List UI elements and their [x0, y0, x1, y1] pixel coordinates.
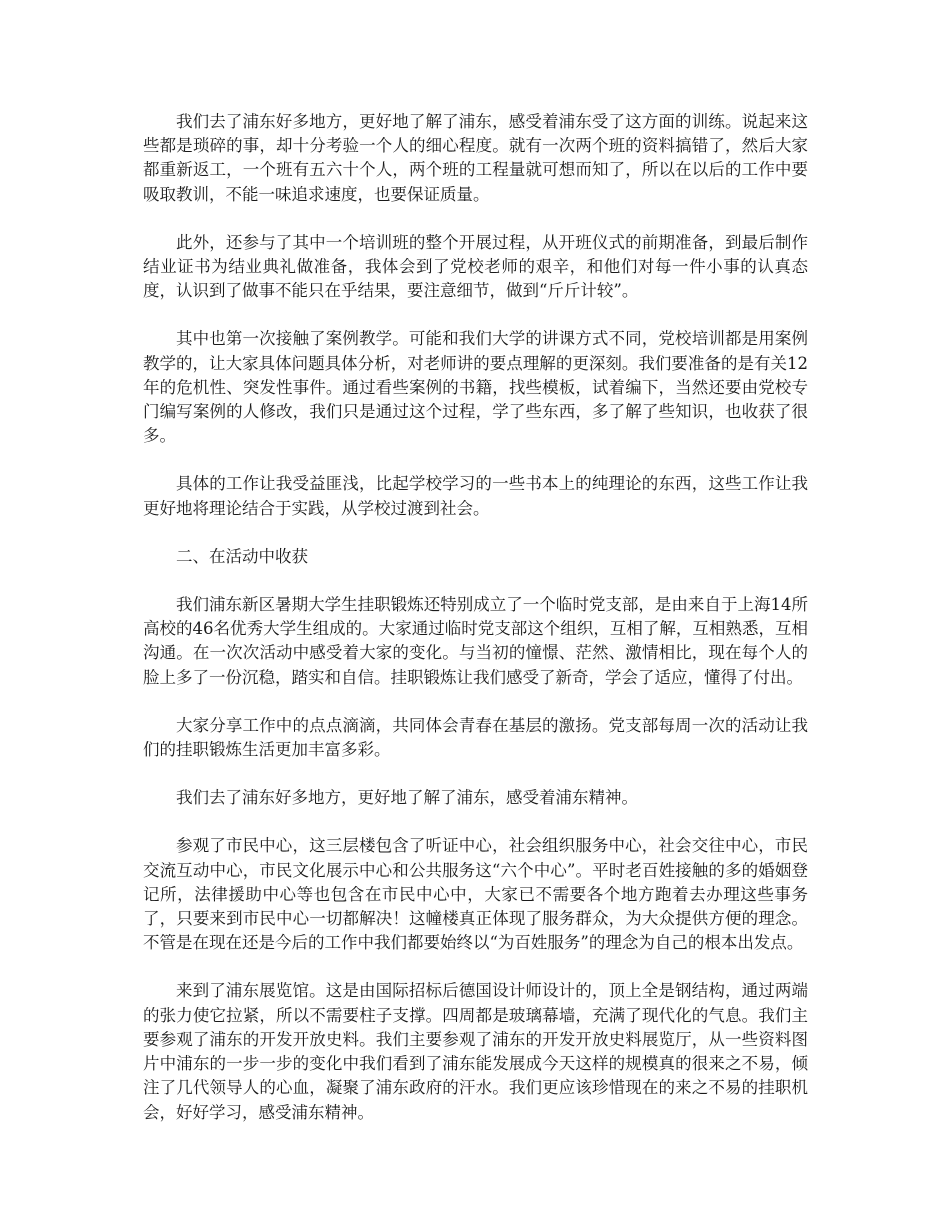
paragraph-3: 其中也第一次接触了案例教学。可能和我们大学的讲课方式不同，党校培训都是用案例教学的，让大家具体问题具体分析，对老师讲的要点理解的更深刻。我们要准备的是有关12年的危机性、突发性事件。通过看些案例的书籍，找些模板，试着编下，当然还要由党校专门编写案例的人修改，我们只是通过这个过程，学了些东西，多了解了些知识，也收获了很多。 — [143, 329, 808, 446]
paragraph-1: 我们去了浦东好多地方，更好地了解了浦东，感受着浦东受了这方面的训练。说起来这些都是琐碎的事，却十分考验一个人的细心程度。就有一次两个班的资料搞错了，然后大家都重新返工，一个班有五六十个人，两个班的工程量就可想而知了，所以在以后的工作中要吸取教训，不能一味追求速度，也要保证质量。 — [143, 112, 808, 204]
section-heading: 二、在活动中收获 — [176, 546, 308, 566]
paragraph-6: 大家分享工作中的点点滴滴，共同体会青春在基层的激扬。党支部每周一次的活动让我们的挂职锻炼生活更加丰富多彩。 — [143, 715, 808, 760]
paragraph-5: 我们浦东新区暑期大学生挂职锻炼还特别成立了一个临时党支部，是由来自于上海14所高校的46名优秀大学生组成的。大家通过临时党支部这个组织，互相了解，互相熟悉，互相沟通。在一次次活动中感受着大家的变化。与当初的憧憬、茫然、激情相比，现在每个人的脸上多了一份沉稳，踏实和自信。挂职锻炼让我们感受了新奇，学会了适应，懂得了付出。 — [143, 595, 808, 687]
paragraph-9: 来到了浦东展览馆。这是由国际招标后德国设计师设计的，顶上全是钢结构，通过两端的张力使它拉紧，所以不需要柱子支撑。四周都是玻璃幕墙，充满了现代化的气息。我们主要参观了浦东的开发开放史料。我们主要参观了浦东的开发开放史料展览厅，从一些资料图片中浦东的一步一步的变化中我们看到了浦东能发展成今天这样的规模真的很来之不易，倾注了几代领导人的心血，凝聚了浦东政府的汗水。我们更应该珍惜现在的来之不易的挂职机会，好好学习，感受浦东精神。 — [143, 981, 808, 1122]
paragraph-4: 具体的工作让我受益匪浅，比起学校学习的一些书本上的纯理论的东西，这些工作让我更好地将理论结合于实践，从学校过渡到社会。 — [143, 474, 808, 518]
document-body — [143, 110, 808, 1149]
paragraph-8: 参观了市民中心，这三层楼包含了听证中心，社会组织服务中心，社会交往中心，市民交流互动中心，市民文化展示中心和公共服务这“六个中心”。平时老百姓接触的多的婚姻登记所，法律援助中心等也包含在市民中心中，大家已不需要各个地方跑着去办理这些事务了，只要来到市民中心一切都解决！这幢楼真正体现了服务群众，为大众提供方便的理念。不管是在现在还是今后的工作中我们都要始终以“为百姓服务”的理念为自己的根本出发点。 — [143, 836, 808, 953]
paragraph-2: 此外，还参与了其中一个培训班的整个开展过程，从开班仪式的前期准备，到最后制作结业证书为结业典礼做准备，我体会到了党校老师的艰辛，和他们对每一件小事的认真态度，认识到了做事不能只在乎结果，要注意细节，做到“斤斤计较”。 — [143, 232, 808, 301]
paragraph-7: 我们去了浦东好多地方，更好地了解了浦东，感受着浦东精神。 — [176, 788, 638, 808]
